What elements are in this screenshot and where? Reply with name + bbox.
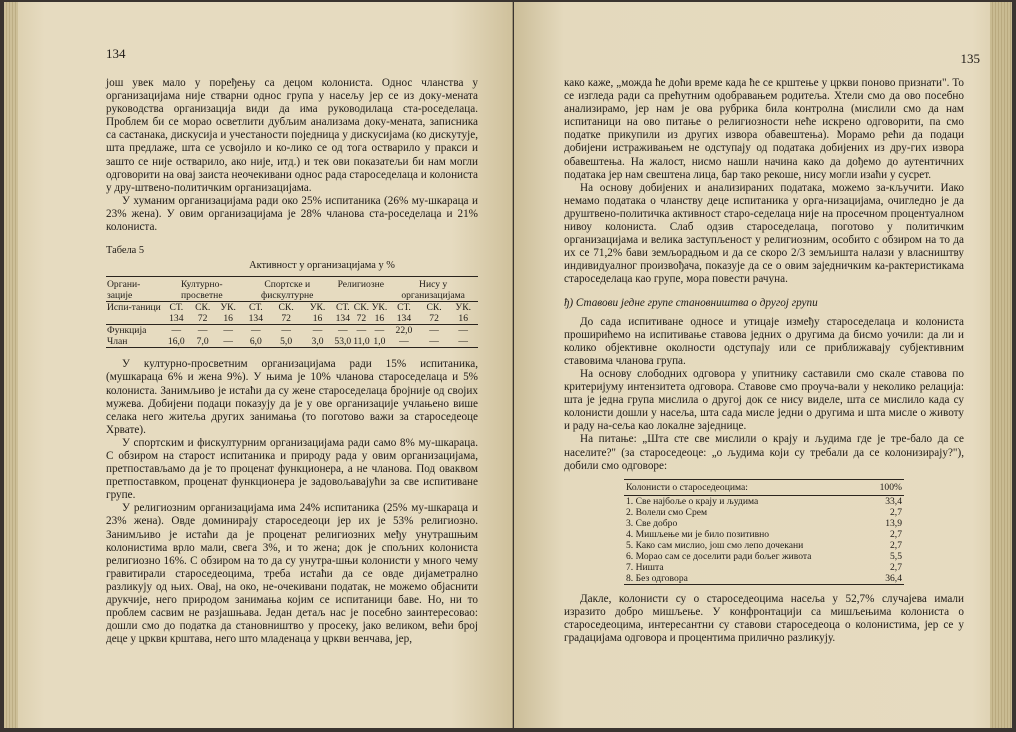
table-cell: 22,0 xyxy=(388,325,419,337)
views-row-label: 6. Морао сам се доселити ради бољег живота xyxy=(626,550,812,562)
views-row-value: 2,7 xyxy=(890,539,902,551)
table-subheader: СК. xyxy=(190,302,215,314)
table-count: 134 xyxy=(335,313,350,325)
table-count: 134 xyxy=(248,313,264,325)
paragraph: До сада испитиване односе и утицаје између староседелаца и колониста проширићемо на испитивање ставова једних о другима да бисмо уочили: да ли и колико објективне околности одступају или се приближавају субјективним ставовима чланова група. xyxy=(564,315,964,367)
table-cell: — xyxy=(190,325,215,337)
table-cell: — xyxy=(420,336,449,348)
table-group-header: Спортске и фискултурне xyxy=(241,277,333,302)
table-cell: — xyxy=(333,325,352,337)
table-subheader: СК. xyxy=(271,302,302,314)
table-cell: — xyxy=(215,336,241,348)
table-subheader: УК. xyxy=(302,302,334,314)
table-cell: — xyxy=(352,325,370,337)
views-row-value: 2,7 xyxy=(890,528,902,540)
views-row-label: 2. Волели смо Срем xyxy=(626,506,708,518)
page-number-left: 134 xyxy=(106,46,126,61)
table-count: 16 xyxy=(458,313,469,325)
table-subheader: СК. xyxy=(353,302,369,314)
table-cell: 7,0 xyxy=(190,336,215,348)
table-subheader: УК. xyxy=(371,302,388,314)
table-count: 72 xyxy=(281,313,291,325)
table-cell: — xyxy=(388,336,419,348)
table-cell: 1,0 xyxy=(371,336,389,348)
right-page xyxy=(514,2,1012,728)
left-body xyxy=(106,77,478,646)
page-edge-left xyxy=(4,2,18,728)
table-subheader: УК. xyxy=(448,302,478,314)
section-subheading: ђ) Ставови једне групе становништва о другој групи xyxy=(564,296,818,309)
table-count: 16 xyxy=(312,313,323,325)
table-count: 72 xyxy=(356,313,367,325)
activity-table xyxy=(106,276,478,348)
views-row-value: 5,5 xyxy=(890,550,902,562)
table-cell: — xyxy=(420,325,449,337)
left-page xyxy=(4,2,513,728)
table-cell: 53,0 xyxy=(334,336,352,348)
table-cell: — xyxy=(448,325,478,337)
views-row-label: 8. Без одговора xyxy=(624,573,870,585)
table-cell: — xyxy=(163,325,191,337)
table-group-header: Религиозне xyxy=(333,277,388,302)
paragraph: У спортским и фискултурним организацијама ради само 8% му-шкараца. С обзиром на старост испитаника и природу рада у овим организацијама, претпостављамо да је то проценат функционера, а не чланова. Под оваквом претпоставком, проценат функционера је задовољавајући за све испитиване групе. xyxy=(106,436,478,502)
views-row-label: 7. Ништа xyxy=(626,561,664,573)
page-edge-right xyxy=(990,2,1012,728)
views-row-label: 4. Мишљење ми је било позитивно xyxy=(626,528,770,540)
table-subheader: УК. xyxy=(215,302,241,314)
views-row-label: 3. Све добро xyxy=(626,517,678,529)
table-count: 134 xyxy=(396,313,412,325)
table-subheader: Испи-таници xyxy=(107,302,161,314)
table-group-header: Органи-зације xyxy=(106,277,163,302)
views-row-value: 2,7 xyxy=(890,506,902,518)
views-table xyxy=(624,479,904,585)
table-subheader: СТ. xyxy=(388,302,419,314)
paragraph: У религиозним организацијама има 24% испитаника (25% му-шкараца и 23% жена). Овде доминирају староседеоци јер их је 53% религиозно. Занимљиво је истаћи да је проценат религиозних међу унутрашњим колонистима врло мали, свега 3%, и то жена; док је спољних колониста религиозно 16%. С обзиром на то да су унутра-шњи колонисти у много чему гравитирали староседеоцима, треба истаћи да се овде дијаметрално разликују од њих. Овај, на око, не-очекивани податак, не можемо објаснити друкчије, него природом занимања којим се испитаници баве. Но, ни то проблем сасвим не разјашњава. Један детаљ нас је посебно заинтересовао: дошли смо до податка да становништво у просеку, јако великом, већи број деце у цркви крштава, него што младенаца у цркви венчава, јер, xyxy=(106,502,478,646)
paragraph: На основу слободних одговора у упитнику саставили смо скале ставова по критеријуму интензитета одговора. Ставове смо проуча-вали у неколико релација: шта је једна група мислила о другој док се нису виделе, шта се мислило када су колонисти дошли у насеља, шта сада мисле једни о другима и шта мисле о животу и раду на-сеља као локалне заједнице. xyxy=(564,367,964,433)
table-cell: — xyxy=(371,325,389,337)
views-row-value: 2,7 xyxy=(890,561,902,573)
views-table-header: Колонисти о староседеоцима: xyxy=(624,479,870,495)
table-cell: — xyxy=(448,336,478,348)
paragraph: Дакле, колонисти су о староседеоцима насеља у 52,7% случајева имали изразито добро мишљење. У конфронтацији са мишљењима колониста о староседеоцима, интересантни су ставови староседеоца о колонистима, јер се у градацијама одговора и процентима прилично разликују. xyxy=(564,592,964,644)
views-row-label: 1. Све најбоље о крају и људима xyxy=(626,495,759,507)
views-row-label: 5. Како сам мислио, још смо лепо дочекани xyxy=(626,539,804,551)
table-group-header: Нису у организацијама xyxy=(388,277,478,302)
views-row-value: 33,4 xyxy=(885,495,902,507)
table-cell: 16,0 xyxy=(163,336,191,348)
table-count: 16 xyxy=(374,313,385,325)
paragraph: У хуманим организацијама ради око 25% испитаника (26% му-шкараца и 23% жена). У овим организацијама је 28% чланова ста-роседелаца и 21% колониста. xyxy=(106,194,478,234)
page-number-right: 135 xyxy=(960,51,980,66)
table-row-label: Функција xyxy=(106,325,163,337)
table-cell: 11,0 xyxy=(353,336,370,348)
table-subheader: СТ. xyxy=(241,302,271,314)
table-count: 16 xyxy=(223,313,233,325)
right-body xyxy=(564,77,964,645)
table-subheader: СТ. xyxy=(163,302,191,314)
table-count: 134 xyxy=(169,313,184,325)
book-spread xyxy=(4,2,1012,728)
table-row-label: Члан xyxy=(106,336,163,348)
table-cell: 6,0 xyxy=(241,336,271,348)
views-row-value: 36,4 xyxy=(870,573,904,585)
table-cell: — xyxy=(241,325,271,337)
table-cell: 3,0 xyxy=(302,336,334,348)
table-cell: — xyxy=(271,325,302,337)
table-count: 72 xyxy=(197,313,208,325)
table-subheader: СК. xyxy=(420,302,449,314)
views-row-value: 13,9 xyxy=(885,517,902,529)
table-cell: — xyxy=(302,325,334,337)
views-table-header-total: 100% xyxy=(870,479,904,495)
table-cell: — xyxy=(215,325,241,337)
paragraph: На питање: „Шта сте све мислили о крају и људима где је тре-бало да се населите?" (за староседеоце: „о људима који су требали да се колонизирају?"), добили смо одговоре: xyxy=(564,433,964,472)
table-caption: Табела 5 xyxy=(106,245,145,257)
paragraph: У културно-просветним организацијама ради 15% испитаника, (мушкараца 6% и жена 9%). У њима је 10% чланова староседелаца и 5% колониста. Занимљиво је истаћи да су жене староседелаца бројније од својих мужева. Добијени подаци показују да је у ове организације учлањено више селака него житеља других занимања (то поготово важи за староседеоце Хрвате). xyxy=(106,358,478,436)
paragraph: како каже, „можда ће доћи време када ће се крштење у цркви поново признати". То се изгледа ради са прећутним одобравањем родитеља. Хтели смо да ово посебно анализирамо, јер нам је ова рубрика била контролна (мислили смо да нам испитаници на ово питање о религиозности неће искрено одговорити, па смо податке прикупили из других извора обавештења). Морамо рећи да подаци добијени истраживањем не одступају од података добијених из дру-гих извора обавештења. На жалост, нисмо нашли начина како да дођемо до аутентичних података јер нам свештена лица, бар тако рекоше, нису могли изаћи у сусрет. xyxy=(564,77,964,181)
table-title: Активност у организацијама у % xyxy=(249,260,395,272)
table-cell: 5,0 xyxy=(271,336,302,348)
paragraph: На основу добијених и анализираних података, можемо за-кључити. Иако немамо података о чланству деце испитаника у орга-низацијама, очигледно је да друштвено-политичка активност старо-седелаца није на просечном процентуалном нивоу колониста. Слаб одзив староседелаца, поготово у политичким организацијама и велика заступљеност у религиозним, особито с обзиром на то да их се 71,2% бави земљорадњом и да се скоро 2/3 земљишта налази у власништву индивидуалног произвођача, показује да се о овим заједничким ка-рактеристикама староседелаца као групе, мора повести рачуна. xyxy=(564,181,964,286)
table-subheader: СТ. xyxy=(333,302,352,314)
table-count: 72 xyxy=(429,313,439,325)
table-group-header: Културно-просветне xyxy=(163,277,241,302)
paragraph: још увек мало у поређењу са децом колониста. Однос чланства у организацијама није стварни однос група у насељу јер се из доку-мената руководства организација види да има руководилаца ста-роседелаца. Проблем би се морао осветлити дубљим анализама доку-мената, записника са састанака, дискусија и учестаности поједница у дискусијама (ко дискутује, шта предлаже, шта се усвојило и ко-лико се од тога остварило у пракси и зашто се није остварило, ако није, итд.) и тек ови показатељи би нам могли одговорити на овај заиста неочекивани однос рада староседелаца и колониста у дру-штвено-политичким организацијама. xyxy=(106,77,478,194)
